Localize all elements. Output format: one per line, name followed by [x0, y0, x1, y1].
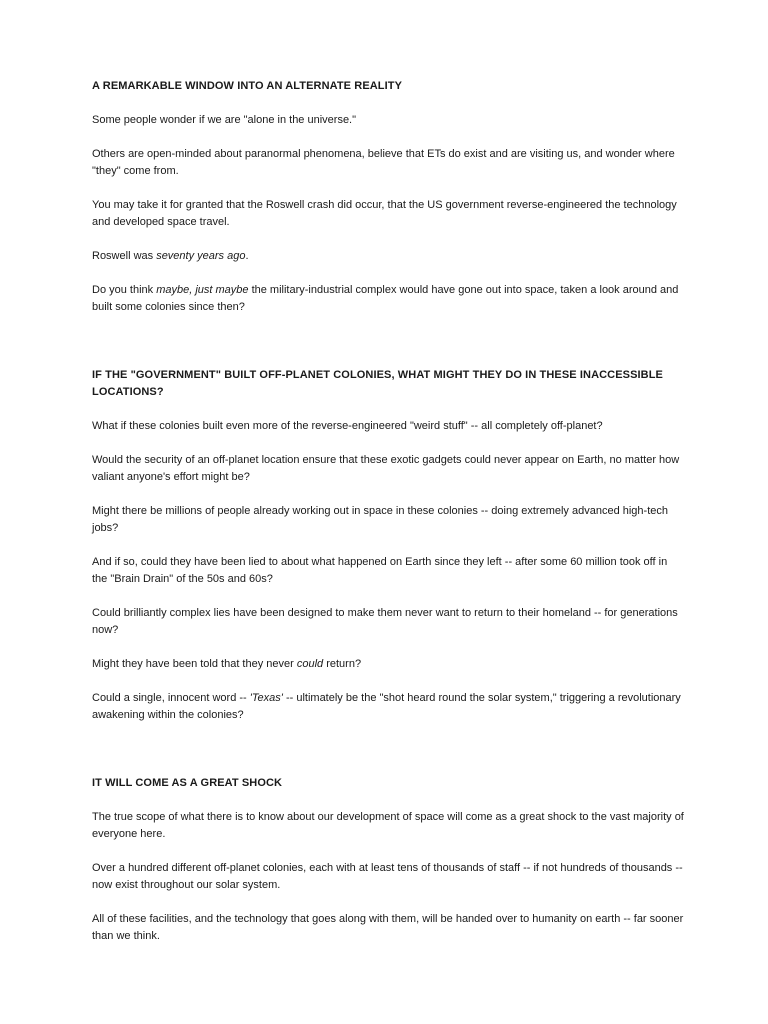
text-run: Might they have been told that they never [92, 658, 297, 670]
text-run: Roswell was [92, 250, 157, 262]
section-heading: IF THE "GOVERNMENT" BUILT OFF-PLANET COLONIES, WHAT MIGHT THEY DO IN THESE INACCESSIBLE LOCATIONS? [92, 369, 663, 398]
paragraph [92, 282, 684, 316]
paragraph: Others are open-minded about paranormal phenomena, believe that ETs do exist and are visiting us, and wonder where "they" come from. [92, 148, 675, 177]
paragraph: The true scope of what there is to know about our development of space will come as a great shock to the vast majority of everyone here. [92, 811, 684, 840]
paragraph: Would the security of an off-planet location ensure that these exotic gadgets could never appear on Earth, no matter how valiant anyone's effort might be? [92, 454, 680, 483]
text-run: return? [323, 658, 362, 670]
emphasis-text: 'Texas' [249, 692, 283, 704]
paragraph [92, 656, 684, 673]
text-run: the military-industrial complex would have gone out into space, taken a look around and built some colonies since then? [92, 284, 679, 313]
paragraph: Could brilliantly complex lies have been designed to make them never want to return to their homeland -- for generations now? [92, 607, 678, 636]
text-run: . [245, 250, 249, 262]
text-run: Could a single, innocent word -- [92, 692, 250, 704]
paragraph: And if so, could they have been lied to about what happened on Earth since they left -- after some 60 million took off in the "Brain Drain" of the 50s and 60s? [92, 556, 668, 585]
section-heading: A REMARKABLE WINDOW INTO AN ALTERNATE REALITY [92, 80, 403, 92]
section-spacer [92, 333, 684, 367]
paragraph: Some people wonder if we are "alone in the universe." [92, 114, 357, 126]
paragraph: You may take it for granted that the Roswell crash did occur, that the US government reverse-engineered the technology and developed space travel. [92, 199, 677, 228]
section-heading: IT WILL COME AS A GREAT SHOCK [92, 777, 283, 789]
paragraph: Might there be millions of people already working out in space in these colonies -- doing extremely advanced high-tech jobs? [92, 505, 668, 534]
text-run: -- ultimately be the "shot heard round the solar system," triggering a revolutionary awakening within the colonies? [92, 692, 681, 721]
emphasis-text: seventy years ago [156, 250, 246, 262]
paragraph: All of these facilities, and the technology that goes along with them, will be handed over to humanity on earth -- far sooner than we think. [92, 913, 684, 942]
paragraph [92, 690, 684, 724]
paragraph: Over a hundred different off-planet colonies, each with at least tens of thousands of staff -- if not hundreds of thousands -- now exist throughout our solar system. [92, 862, 683, 891]
section-spacer [92, 741, 684, 775]
emphasis-text: maybe, just maybe [156, 284, 249, 296]
paragraph: What if these colonies built even more of the reverse-engineered "weird stuff" -- all completely off-planet? [92, 420, 603, 432]
emphasis-text: could [296, 658, 324, 670]
text-run: Do you think [92, 284, 157, 296]
paragraph [92, 248, 684, 265]
document-page [92, 78, 684, 962]
